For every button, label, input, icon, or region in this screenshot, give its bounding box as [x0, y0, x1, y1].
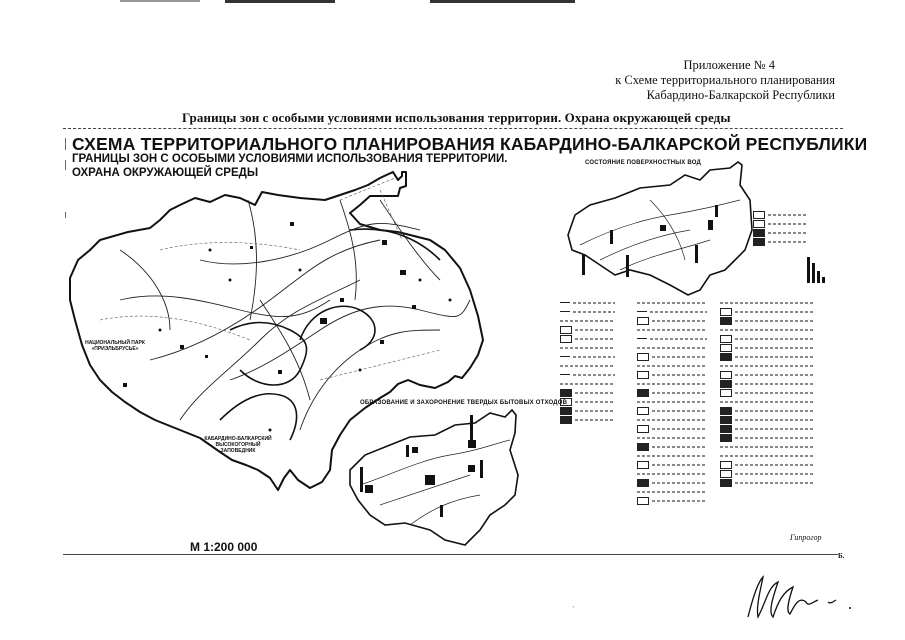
document-title: Границы зон с особыми условиями использования территории. Охрана окружающей среды	[182, 110, 731, 125]
appendix-republic: Кабардино-Балкарской Республики	[646, 88, 835, 102]
park-label: НАЦИОНАЛЬНЫЙ ПАРК «ПРИЭЛЬБРУСЬЕ»	[85, 340, 145, 352]
legend-symbol	[720, 380, 732, 388]
inset-title-solid-waste: ОБРАЗОВАНИЕ И ЗАХОРОНЕНИЕ ТВЕРДЫХ БЫТОВЫХ ОТХОДОВ	[360, 400, 568, 406]
legend-symbol	[720, 425, 732, 433]
legend-symbol	[560, 416, 572, 424]
legend-symbol	[753, 229, 765, 237]
legend-symbol	[560, 407, 572, 415]
legend-symbol	[560, 302, 570, 303]
signature	[738, 572, 858, 622]
main-legend-column-3	[720, 298, 815, 487]
legend-symbol	[720, 470, 732, 478]
legend-symbol	[720, 407, 732, 415]
legend-symbol	[637, 317, 649, 325]
legend-symbol	[637, 311, 647, 312]
legend-symbol	[560, 389, 572, 397]
map-title: СХЕМА ТЕРРИТОРИАЛЬНОГО ПЛАНИРОВАНИЯ КАБАРДИНО-БАЛКАРСКОЙ РЕСПУБЛИКИ	[72, 134, 868, 154]
legend-symbol	[637, 497, 649, 505]
reserve-label-line: ЗАПОВЕДНИК	[220, 448, 256, 454]
map-subtitle: ОХРАНА ОКРУЖАЮЩЕЙ СРЕДЫ	[72, 167, 259, 179]
legend-symbol	[637, 479, 649, 487]
reserve-label	[193, 436, 283, 454]
map-scale: М 1:200 000	[190, 540, 258, 554]
appendix-number: Приложение № 4	[683, 58, 775, 72]
legend-symbol	[720, 434, 732, 442]
legend-symbol	[637, 443, 649, 451]
legend-symbol	[753, 238, 765, 246]
legend-symbol	[637, 353, 649, 361]
reserve-label-line: КАБАРДИНО-БАЛКАРСКИЙ	[204, 436, 272, 442]
legend-symbol	[560, 374, 570, 375]
legend-symbol	[720, 461, 732, 469]
legend-symbol	[637, 389, 649, 397]
appendix-reference: к Схеме территориального планирования	[615, 73, 835, 87]
page-mark: Б.	[838, 552, 845, 560]
inset-bar-chart	[805, 255, 830, 285]
legend-symbol	[720, 371, 732, 379]
legend-symbol	[637, 407, 649, 415]
legend-symbol	[720, 317, 732, 325]
legend-symbol	[753, 220, 765, 228]
legend-symbol	[720, 479, 732, 487]
legend-symbol	[720, 308, 732, 316]
main-legend-column-1	[560, 298, 615, 424]
inset-map-surface-water	[560, 160, 760, 300]
legend-symbol	[720, 335, 732, 343]
inset-legend-surface-water	[753, 210, 808, 246]
map-subtitle: ГРАНИЦЫ ЗОН С ОСОБЫМИ УСЛОВИЯМИ ИСПОЛЬЗОВАНИЯ ТЕРРИТОРИИ.	[72, 153, 508, 165]
scan-artifact: ˋ	[572, 605, 575, 614]
main-legend-column-2	[637, 298, 707, 505]
legend-symbol	[637, 461, 649, 469]
legend-symbol	[637, 425, 649, 433]
legend-symbol	[720, 416, 732, 424]
organization-stamp: Гипрогор	[790, 533, 822, 542]
legend-symbol	[560, 356, 570, 357]
legend-symbol	[637, 371, 649, 379]
legend-symbol	[560, 311, 570, 312]
legend-symbol	[637, 338, 647, 339]
inset-title-surface-water: СОСТОЯНИЕ ПОВЕРХНОСТНЫХ ВОД	[585, 160, 702, 166]
legend-symbol	[560, 326, 572, 334]
legend-symbol	[560, 398, 572, 406]
legend-symbol	[753, 211, 765, 219]
inset-map-solid-waste	[340, 405, 540, 555]
sheet-bottom-border	[63, 554, 838, 555]
legend-symbol	[720, 353, 732, 361]
legend-symbol	[560, 335, 572, 343]
legend-symbol	[720, 344, 732, 352]
legend-symbol	[720, 389, 732, 397]
reserve-label-line: ВЫСОКОГОРНЫЙ	[215, 442, 261, 448]
